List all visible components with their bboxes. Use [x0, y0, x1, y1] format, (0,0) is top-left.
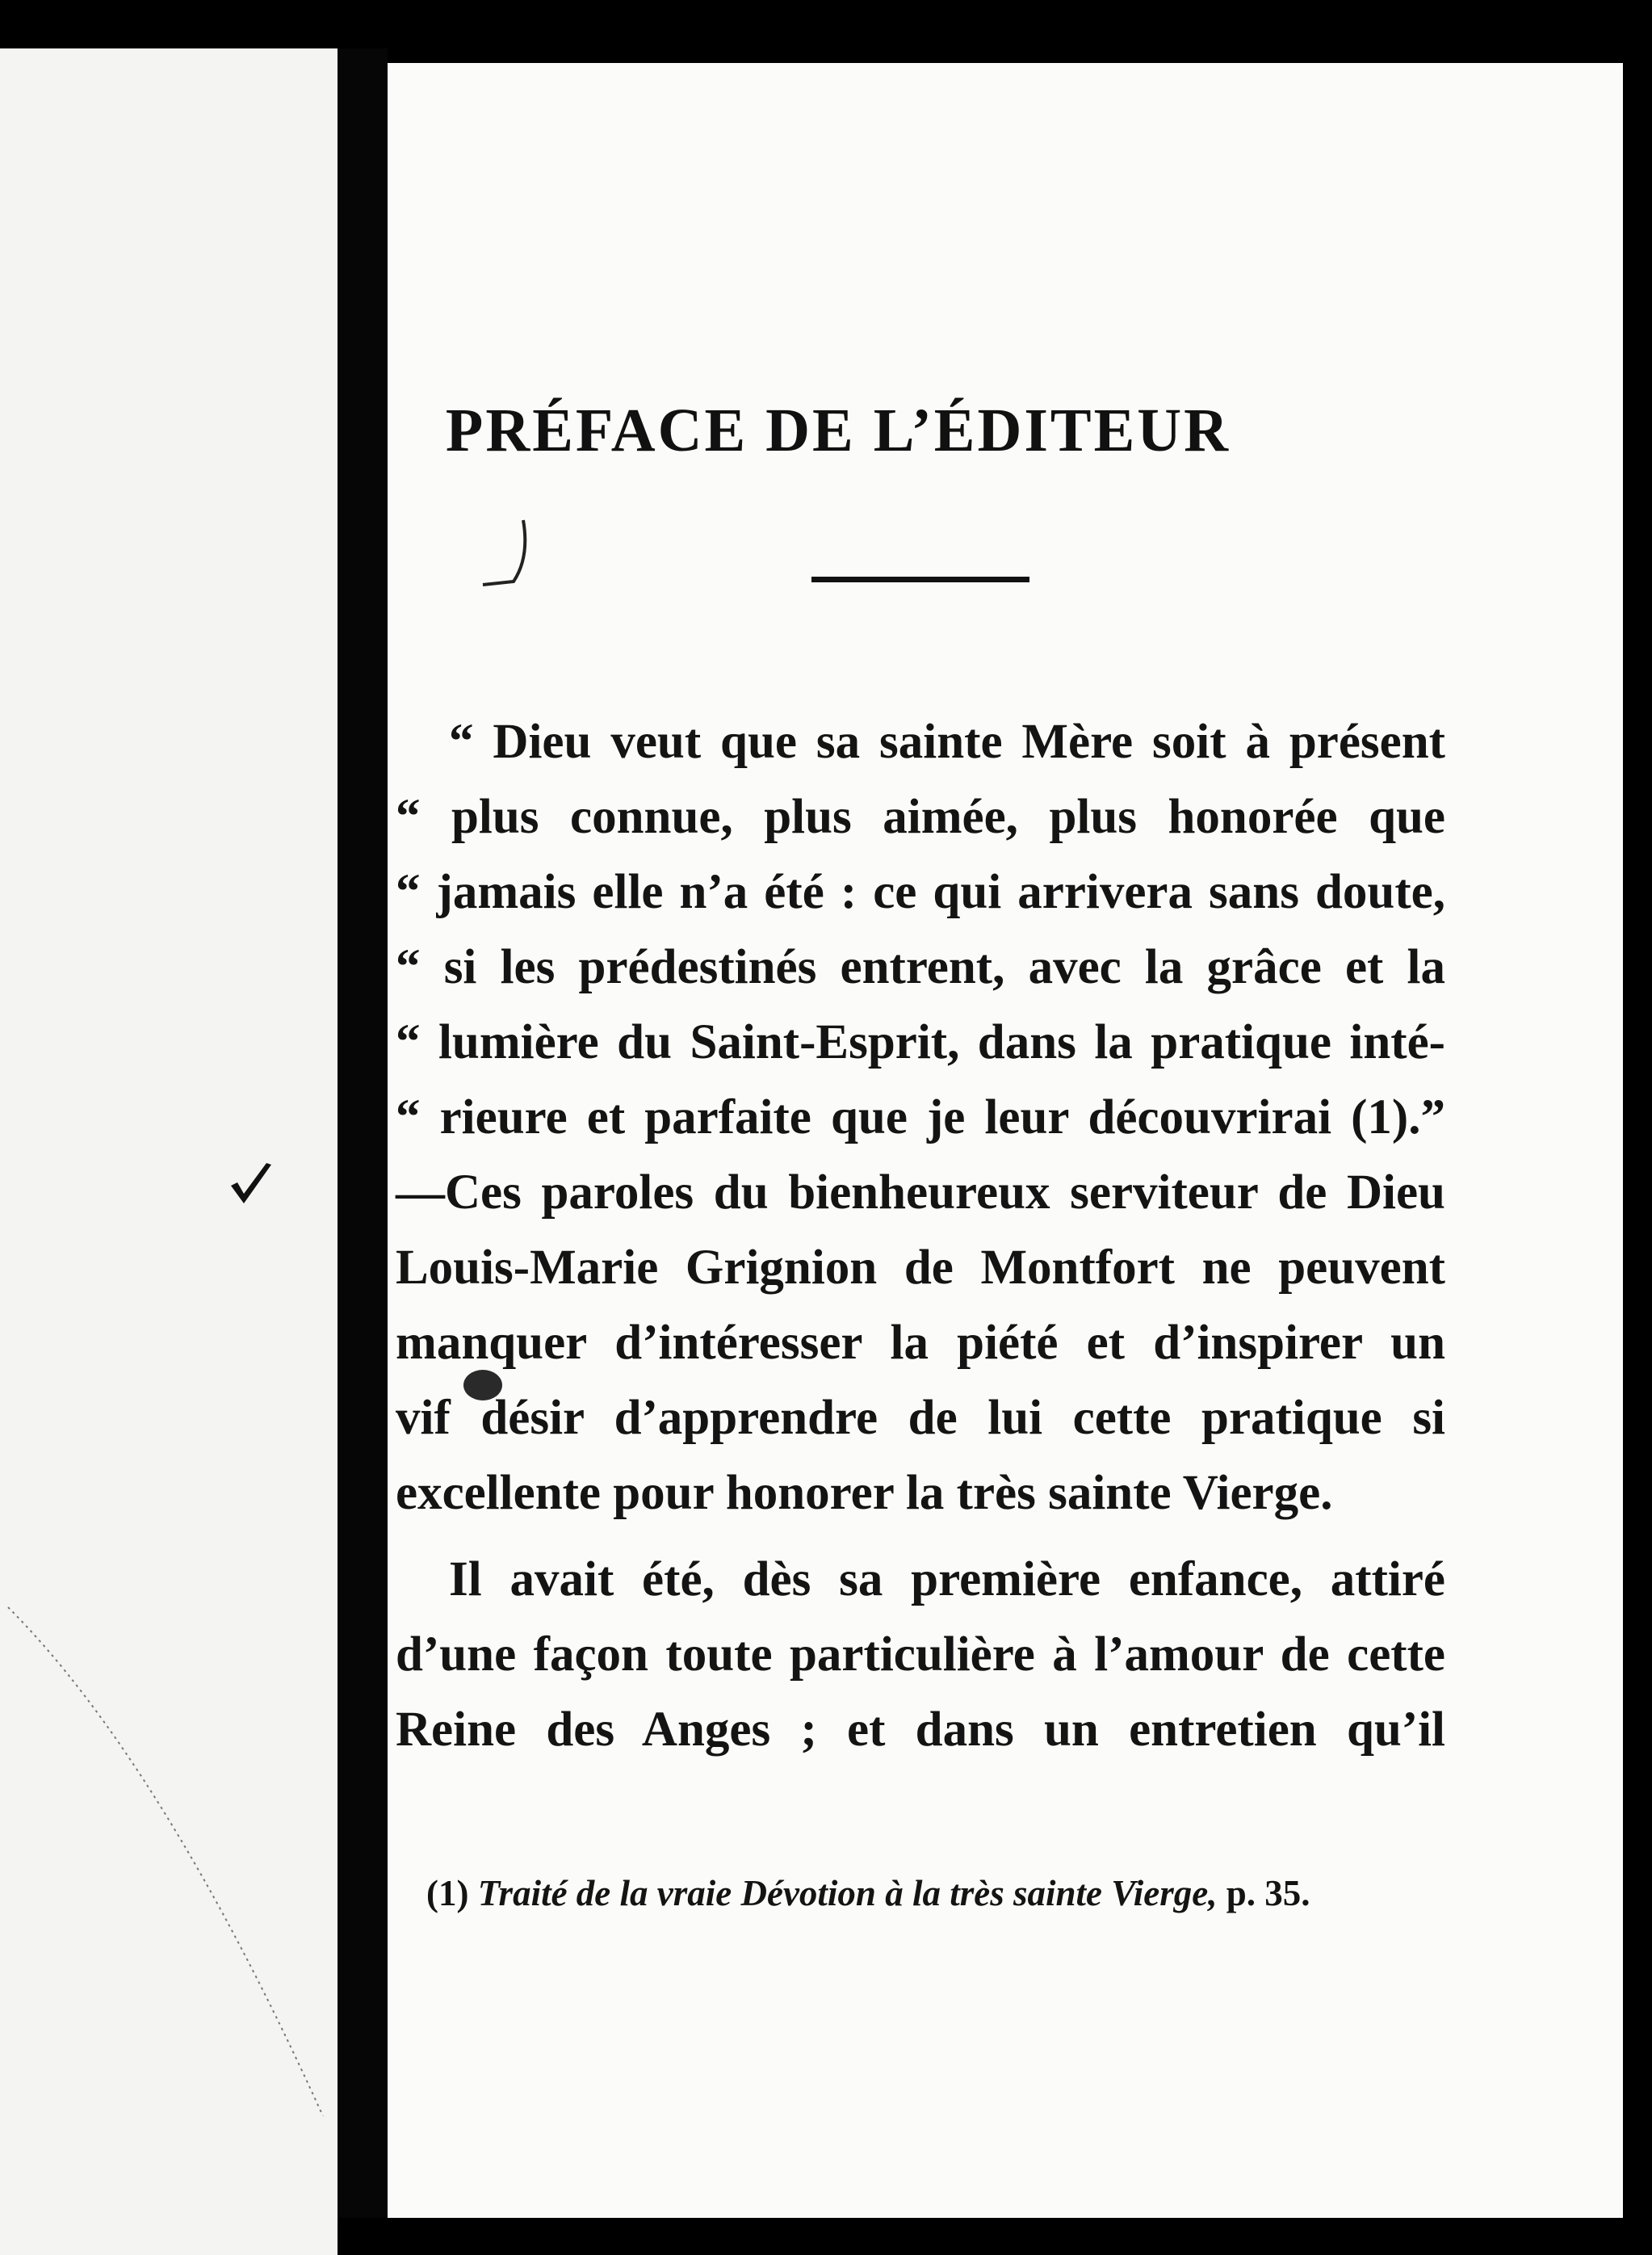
text-line: “ jamais elle n’a été : ce qui arrivera sans doute,	[396, 865, 1445, 919]
paragraph-gap	[396, 1531, 1445, 1542]
text-line: vif désir d’apprendre de lui cette pratique si	[396, 1391, 1445, 1445]
scan-top-border	[0, 0, 1652, 48]
text-line: “ Dieu veut que sa sainte Mère soit à présent	[449, 715, 1445, 769]
text-line: “ lumière du Saint-Esprit, dans la pratique inté-	[396, 1015, 1445, 1069]
text-line: Il avait été, dès sa première enfance, attiré	[449, 1552, 1445, 1606]
footnote	[426, 1872, 1445, 1914]
pencil-check-mark	[228, 1161, 275, 1220]
body-text	[396, 704, 1445, 1767]
footnote-title: Traité de la vraie Dévotion à la très sainte Vierge,	[477, 1873, 1218, 1913]
text-line: d’une façon toute particulière à l’amour de cette	[396, 1627, 1445, 1682]
text-line: —Ces paroles du bienheureux serviteur de Dieu	[396, 1165, 1445, 1220]
text-line: manquer d’intéresser la piété et d’inspirer un	[396, 1316, 1445, 1370]
page-title: PRÉFACE DE L’ÉDITEUR	[445, 397, 1231, 464]
text-line: “ rieure et parfaite que je leur découvrirai (1).”	[396, 1090, 1445, 1144]
text-line: “ si les prédestinés entrent, avec la grâce et la	[396, 940, 1445, 994]
text-line: Reine des Anges ; et dans un entretien qu’il	[396, 1703, 1445, 1757]
text-line: “ plus connue, plus aimée, plus honorée que	[396, 790, 1445, 844]
book-gutter	[338, 48, 388, 2255]
paragraph-2	[396, 1542, 1445, 1767]
footnote-marker: (1)	[426, 1873, 469, 1913]
text-line: Louis-Marie Grignion de Montfort ne peuvent	[396, 1241, 1445, 1295]
title-rule	[811, 577, 1029, 582]
text-line: excellente pour honorer la très sainte Vierge.	[396, 1466, 1333, 1520]
scan-bottom-border	[338, 2218, 1652, 2255]
footnote-page-ref: p. 35.	[1226, 1873, 1310, 1913]
paragraph-1	[396, 704, 1445, 1531]
scan-right-border	[1623, 48, 1652, 2255]
ink-stroke-mark	[481, 517, 530, 590]
facing-page-crease-line	[0, 1599, 338, 2116]
